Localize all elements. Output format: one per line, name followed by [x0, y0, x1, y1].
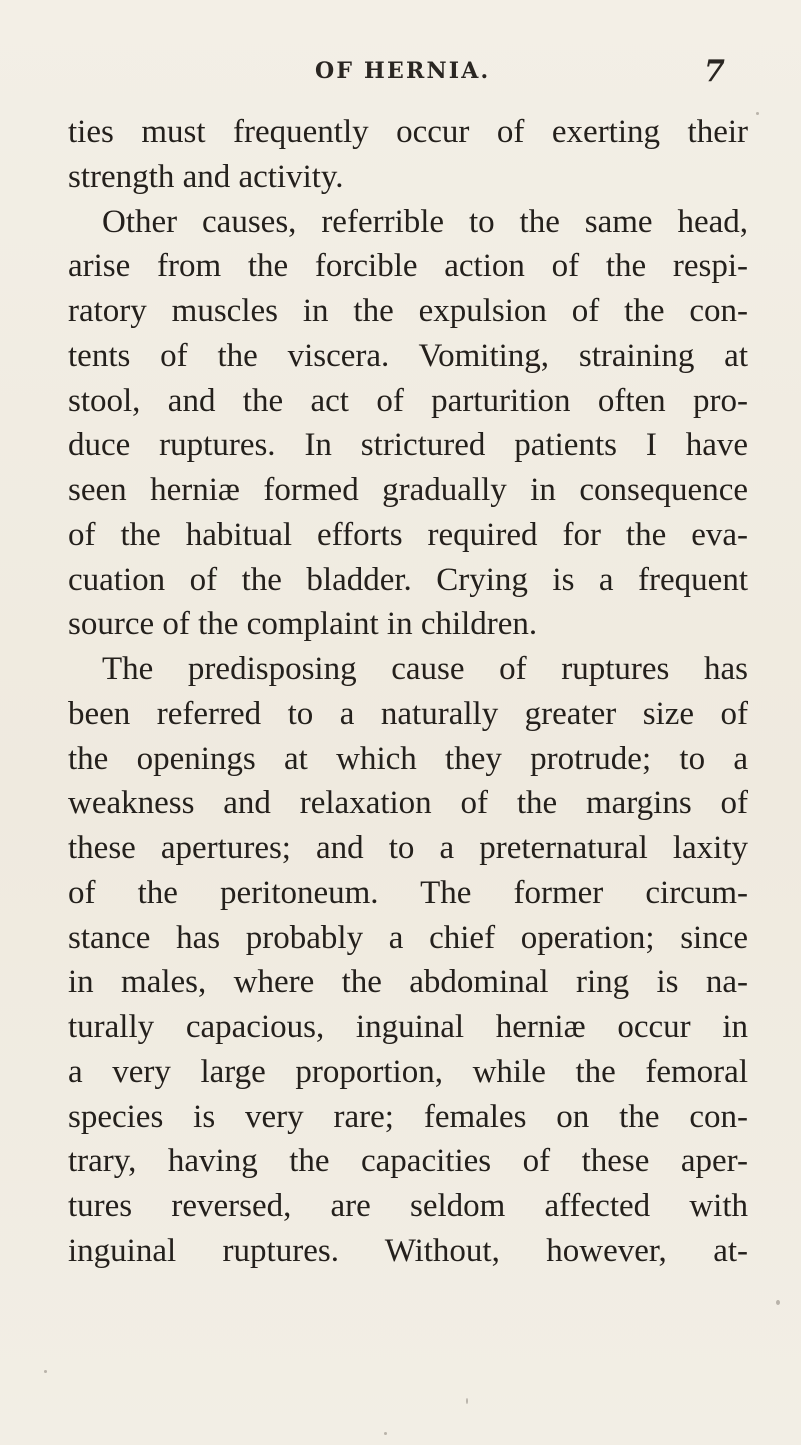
- paper-speck: [756, 112, 759, 115]
- text-line: turally capacious, inguinal herniæ occur in: [68, 1009, 748, 1045]
- text-line: cuation of the bladder. Crying is a frequent: [68, 561, 748, 598]
- text-line: ratory muscles in the expulsion of the con-: [68, 293, 748, 329]
- text-line: arise from the forcible action of the respi-: [68, 248, 748, 285]
- page-number: 7: [704, 54, 725, 89]
- text-line: stool, and the act of parturition often pro-: [68, 382, 748, 419]
- text-line: of the peritoneum. The former circum-: [68, 874, 748, 911]
- text-line: tents of the viscera. Vomiting, straining at: [68, 337, 748, 374]
- paper-speck: [776, 1300, 780, 1305]
- text-line: The predisposing cause of ruptures has: [102, 651, 748, 687]
- paper-speck: [384, 1432, 387, 1435]
- text-line: inguinal ruptures. Without, however, at-: [68, 1232, 748, 1269]
- text-line: a very large proportion, while the femoral: [68, 1053, 748, 1090]
- text-line: these apertures; and to a preternatural laxity: [68, 830, 748, 866]
- text-line: been referred to a naturally greater size of: [68, 695, 748, 732]
- text-line: species is very rare; females on the con-: [68, 1098, 748, 1135]
- paper-speck: [44, 1370, 47, 1373]
- text-line: weakness and relaxation of the margins of: [68, 785, 748, 822]
- paper-speck: [466, 1398, 468, 1404]
- running-head: [0, 54, 801, 92]
- text-line: tures reversed, are seldom affected with: [68, 1188, 748, 1224]
- text-line: seen herniæ formed gradually in consequence: [68, 472, 748, 508]
- text-line: ties must frequently occur of exerting their: [68, 114, 748, 150]
- body-text: [68, 110, 748, 1274]
- text-line: the openings at which they protrude; to a: [68, 740, 748, 777]
- text-line: stance has probably a chief operation; since: [68, 919, 748, 956]
- text-line: Other causes, referrible to the same head,: [102, 203, 748, 240]
- text-line: strength and activity.: [68, 158, 344, 195]
- text-line: source of the complaint in children.: [68, 606, 538, 643]
- text-line: duce ruptures. In strictured patients I have: [68, 427, 748, 464]
- text-line: in males, where the abdominal ring is na-: [68, 964, 748, 1001]
- text-line: trary, having the capacities of these aper-: [68, 1143, 748, 1180]
- text-line: of the habitual efforts required for the eva-: [68, 516, 748, 553]
- running-head-title: OF HERNIA.: [315, 58, 491, 84]
